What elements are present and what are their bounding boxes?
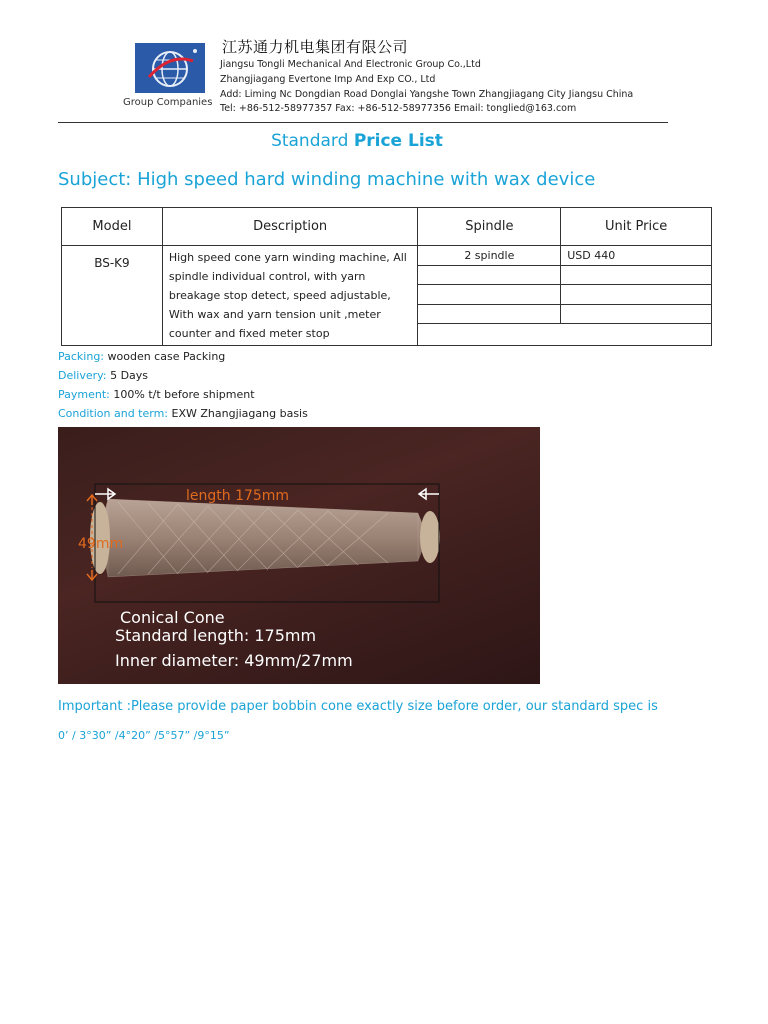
spindle-cell [418, 304, 561, 324]
important-note: Important :Please provide paper bobbin cone exactly size before order, our standard spec is [58, 699, 658, 714]
company-name-en-2: Zhangjiagang Evertone Imp And Exp CO., Ltd [220, 74, 436, 85]
price-table [61, 207, 712, 346]
company-name-cn: 江苏通力机电集团有限公司 [222, 38, 409, 56]
empty-cell [418, 324, 712, 346]
payment-line [58, 388, 255, 401]
logo-caption: Group Companies [123, 97, 213, 108]
title-prefix: Standard [271, 131, 354, 151]
company-logo [135, 43, 205, 93]
diameter-annotation: 49mm [78, 536, 124, 552]
header-description: Description [162, 208, 418, 246]
payment-value: 100% t/t before shipment [109, 388, 255, 401]
price-cell [561, 285, 712, 305]
company-contact: Tel: +86-512-58977357 Fax: +86-512-58977356 Email: tonglied@163.com [220, 103, 577, 114]
page-title [0, 131, 714, 151]
header-unit-price: Unit Price [561, 208, 712, 246]
price-cell [561, 265, 712, 285]
spindle-cell [418, 265, 561, 285]
packing-label: Packing: [58, 350, 105, 363]
condition-line [58, 407, 308, 420]
condition-value: EXW Zhangjiagang basis [168, 407, 308, 420]
photo-caption-2: Standard length: 175mm [115, 626, 317, 645]
condition-label: Condition and term: [58, 407, 169, 420]
header-spindle: Spindle [418, 208, 561, 246]
photo-caption-1: Conical Cone [120, 608, 225, 627]
spindle-cell [418, 285, 561, 305]
model-cell: BS-K9 [62, 246, 163, 346]
subject-line: Subject: High speed hard winding machine with wax device [58, 169, 596, 190]
table-header-row [62, 208, 712, 246]
delivery-line [58, 369, 148, 382]
company-address: Add: Liming Nc Dongdian Road Donglai Yangshe Town Zhangjiagang City Jiangsu China [220, 89, 634, 100]
title-bold: Price List [353, 131, 443, 151]
delivery-value: 5 Days [106, 369, 149, 382]
photo-caption-3: Inner diameter: 49mm/27mm [115, 651, 353, 670]
company-name-en: Jiangsu Tongli Mechanical And Electronic Group Co.,Ltd [220, 59, 481, 70]
price-cell [561, 304, 712, 324]
header-divider [58, 122, 668, 123]
cone-photo [58, 427, 540, 684]
spindle-cell: 2 spindle [418, 246, 561, 266]
payment-label: Payment: [58, 388, 110, 401]
angle-spec: 0’ / 3°30” /4°20” /5°57” /9°15” [58, 729, 230, 742]
header-model: Model [62, 208, 163, 246]
delivery-label: Delivery: [58, 369, 107, 382]
description-cell: High speed cone yarn winding machine, All spindle individual control, with yarn breakage stop detect, speed adjustable, With wax and yarn tension unit ,meter counter and fixed meter stop [162, 246, 418, 346]
table-row [62, 246, 712, 266]
packing-value: wooden case Packing [104, 350, 226, 363]
length-annotation: length 175mm [186, 488, 290, 504]
price-cell: USD 440 [561, 246, 712, 266]
packing-line [58, 350, 225, 363]
